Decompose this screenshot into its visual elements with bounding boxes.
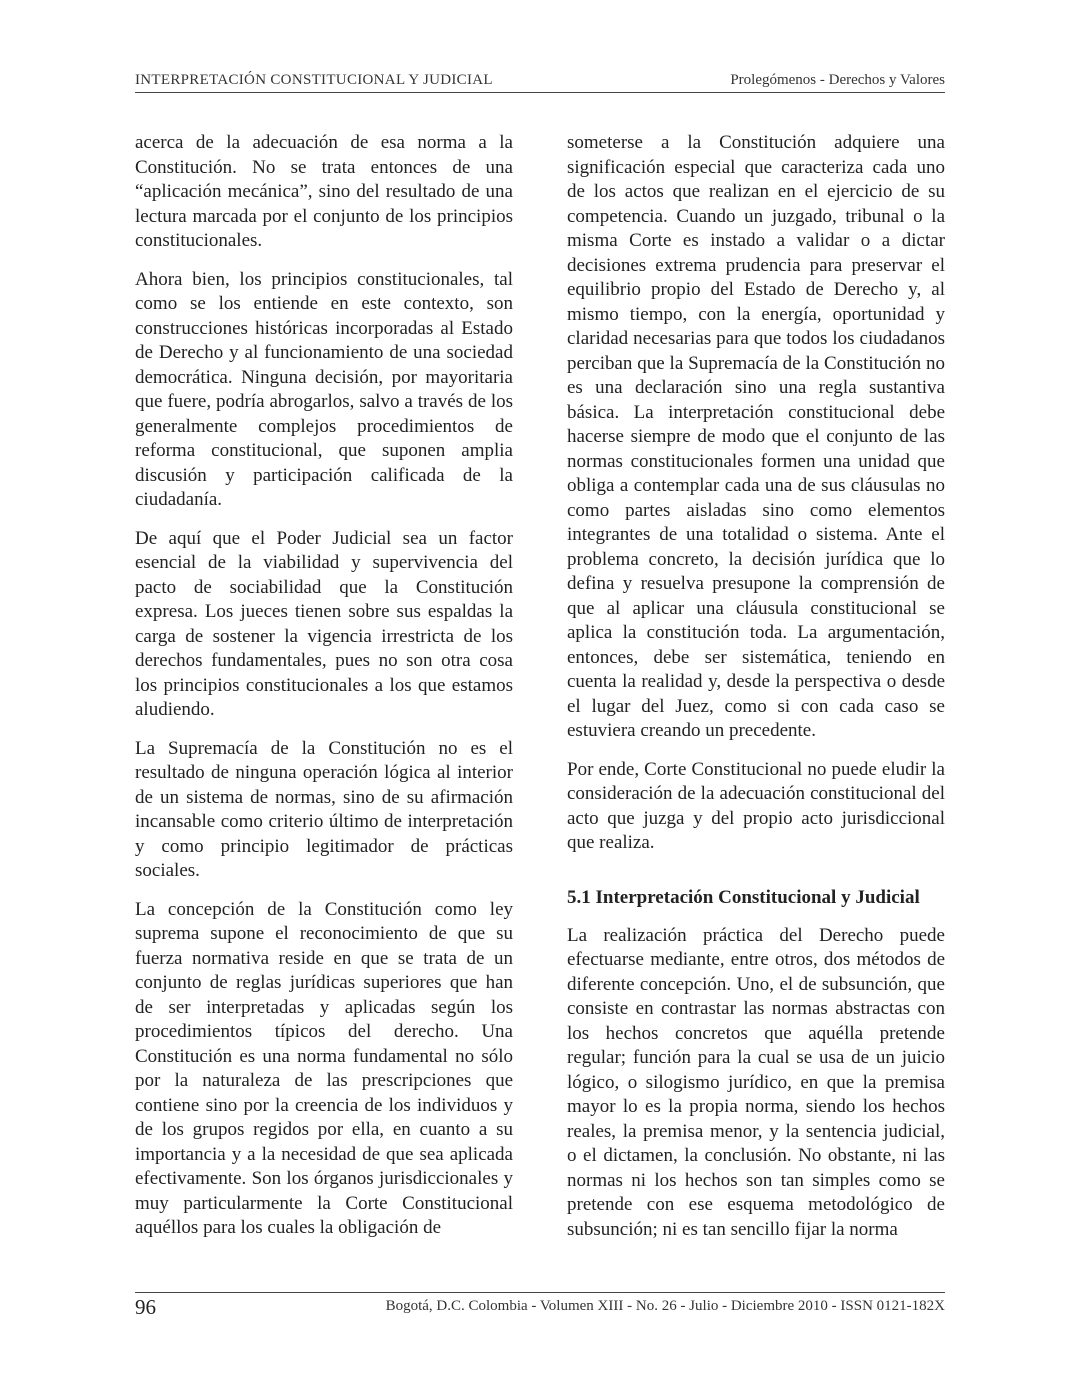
page-footer <box>135 1292 945 1319</box>
running-header <box>135 70 945 93</box>
paragraph: De aquí que el Poder Judicial sea un factor esencial de la viabilidad y supervivencia del pacto de sociabilidad que la Constitución expresa. Los jueces tienen sobre sus espaldas la carga de sostener la vigencia irrestricta de los derechos fundamentales, pues no son otra cosa los principios constitucionales a los que estamos aludiendo. <box>135 527 513 720</box>
header-section: Prolegómenos - Derechos y Valores <box>730 72 945 88</box>
paragraph: La realización práctica del Derecho puede efectuarse mediante, entre otros, dos métodos de diferente concepción. Uno, el de subsunción, que consiste en contrastar las normas abstractas con los hechos concretos que aquélla pretende regular; función para la cual se usa de un juicio lógico, o silogismo jurídico, en que la premisa mayor lo es la propia norma, siendo los hechos reales, la premisa menor, y la sentencia judicial, o el dictamen, la conclusión. No obstante, ni las normas ni los hechos son tan simples como se pretende con ese esquema metodológico de subsunción; ni es tan sencillo fijar la norma <box>567 924 945 1240</box>
paragraph: Por ende, Corte Constitucional no puede eludir la consideración de la adecuación constitucional del acto que juzga y del propio acto jurisdiccional que realiza. <box>567 758 945 853</box>
paragraph: acerca de la adecuación de esa norma a la Constitución. No se trata entonces de una “aplicación mecánica”, sino del resultado de una lectura marcada por el conjunto de los principios constitucionales. <box>135 132 513 251</box>
left-column <box>135 131 513 1255</box>
paragraph: someterse a la Constitución adquiere una significación especial que caracteriza cada uno de los actos que realizan en el ejercicio de su competencia. Cuando un juzgado, tribunal o la misma Corte es instado a validar o a dictar decisiones extrema prudencia para preservar el equilibrio propio del Estado de Derecho y, al mismo tiempo, con la energía, oportunidad y claridad necesarias para que todos los ciudadanos perciban que la Supremacía de la Constitución no es una declaración sino una regla sustantiva básica. La interpretación constitucional debe hacerse siempre de modo que el conjunto de las normas constitucionales formen una unidad que obliga a contemplar cada una de sus cláusulas no como partes aisladas sino como elementos integrantes de una totalidad o sistema. Ante el problema concreto, la decisión jurídica que lo defina y resuelva presupone la comprensión de que al aplicar una cláusula constitucional se aplica la constitución toda. La argumentación, entonces, debe ser sistemática, teniendo en cuenta la realidad y, desde la perspectiva o desde el lugar del Juez, como si con cada caso se estuviera creando un precedente. <box>567 132 945 741</box>
header-title: INTERPRETACIÓN CONSTITUCIONAL Y JUDICIAL <box>135 72 493 88</box>
paragraph: La concepción de la Constitución como ley suprema supone el reconocimiento de que su fuerza normativa reside en que se trata de un conjunto de reglas jurídicas superiores que han de ser interpretadas y aplicadas según los procedimientos típicos del derecho. Una Constitución es una norma fundamental no sólo por la naturaleza de las prescripciones que contiene sino por la creencia de los individuos y de los grupos regidos por ella, en cuanto a su importancia y a la necesidad de que sea aplicada efectivamente. Son los órganos jurisdiccionales y muy particularmente la Corte Constitucional aquéllos para los cuales la obligación de <box>135 898 513 1238</box>
paragraph: La Supremacía de la Constitución no es el resultado de ninguna operación lógica al interior de un sistema de normas, sino de su afirmación incansable como criterio último de interpretación y como principio legitimador de prácticas sociales. <box>135 737 513 881</box>
publication-info: Bogotá, D.C. Colombia - Volumen XIII - No. 26 - Julio - Diciembre 2010 - ISSN 0121-182X <box>385 1298 945 1314</box>
page-number: 96 <box>135 1295 156 1319</box>
section-heading: 5.1 Interpretación Constitucional y Judicial <box>567 886 920 908</box>
right-column <box>567 131 945 1256</box>
paragraph: Ahora bien, los principios constitucionales, tal como se los entiende en este contexto, son construcciones históricas incorporadas al Estado de Derecho y al funcionamiento de una sociedad democrática. Ninguna decisión, por mayoritaria que fuere, podría abrogarlos, salvo a través de los generalmente complejos procedimientos de reforma constitucional, que suponen amplia discusión y participación calificada de la ciudadanía. <box>135 268 513 510</box>
